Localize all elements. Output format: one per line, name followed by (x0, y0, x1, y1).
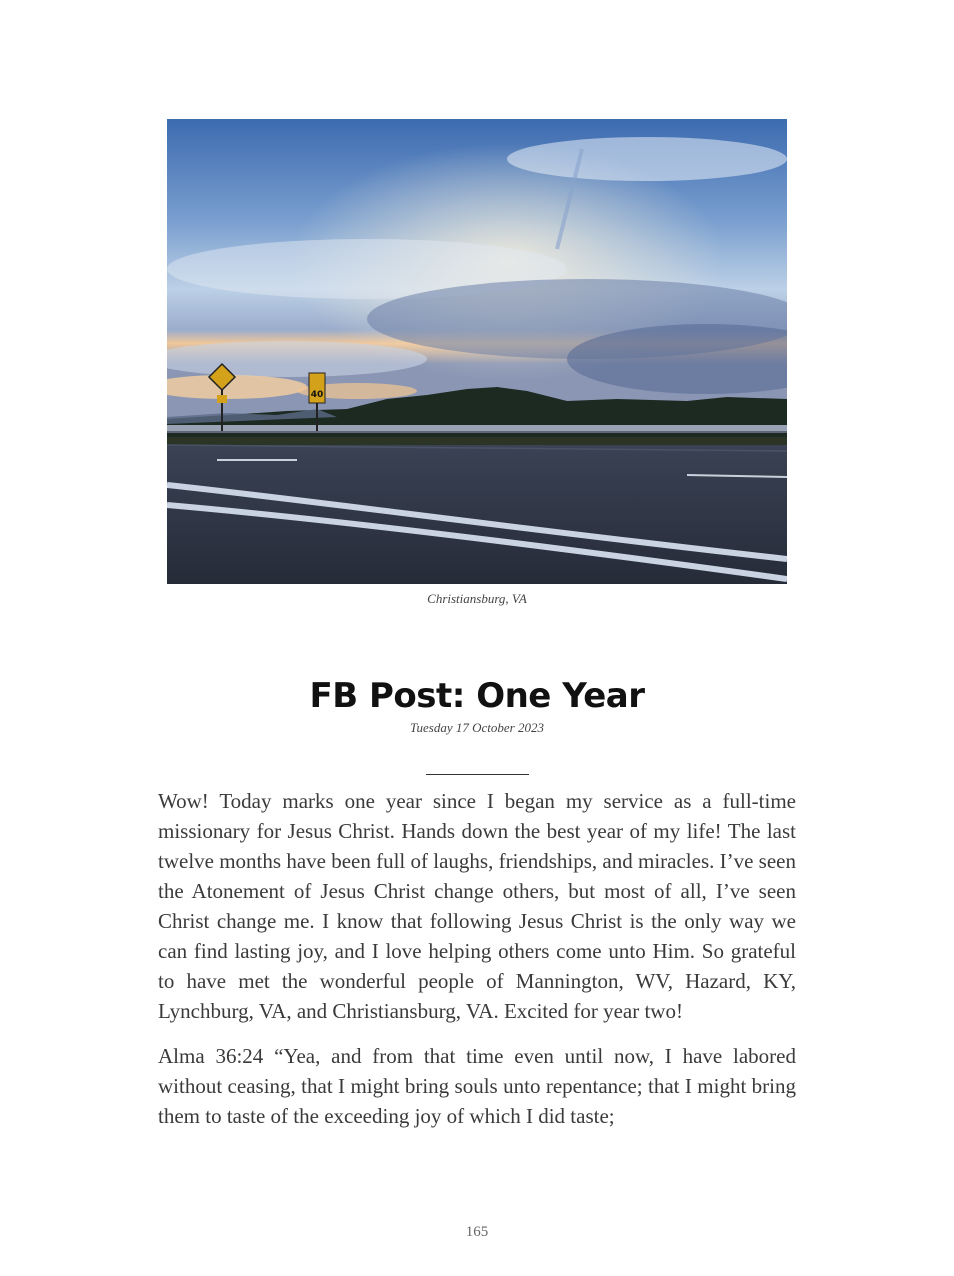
post-body (158, 786, 796, 1146)
scripture-paragraph: Alma 36:24 “Yea, and from that time even until now, I have labored without ceasing, that I might bring souls unto repentance; that I might bring them to taste of the exceeding joy of which I did taste; (158, 1044, 796, 1128)
speed-sign-text: 40 (310, 390, 324, 400)
post-date: Tuesday 17 October 2023 (410, 720, 544, 735)
page-number: 165 (465, 1224, 489, 1240)
photo-caption: Christiansburg, VA (427, 591, 527, 606)
body-paragraph: Wow! Today marks one year since I began my service as a full-time missionary for Jesus Christ. Hands down the best year of my life! The last twelve months have been full of laughs, friendships, and miracles. I’ve seen the Atonement of Jesus Christ change others, but most of all, I’ve seen Christ change me. I know that following Jesus Christ is the only way we can find lasting joy, and I love helping others come unto Him. So grateful to have met the wonderful people of Mannington, WV, Hazard, KY, Lynchburg, VA, and Christiansburg, VA. Excited for year two! (158, 789, 796, 1023)
sunset-road-photo (167, 119, 787, 584)
post-title: FB Post: One Year (309, 676, 645, 716)
section-divider (426, 774, 529, 775)
